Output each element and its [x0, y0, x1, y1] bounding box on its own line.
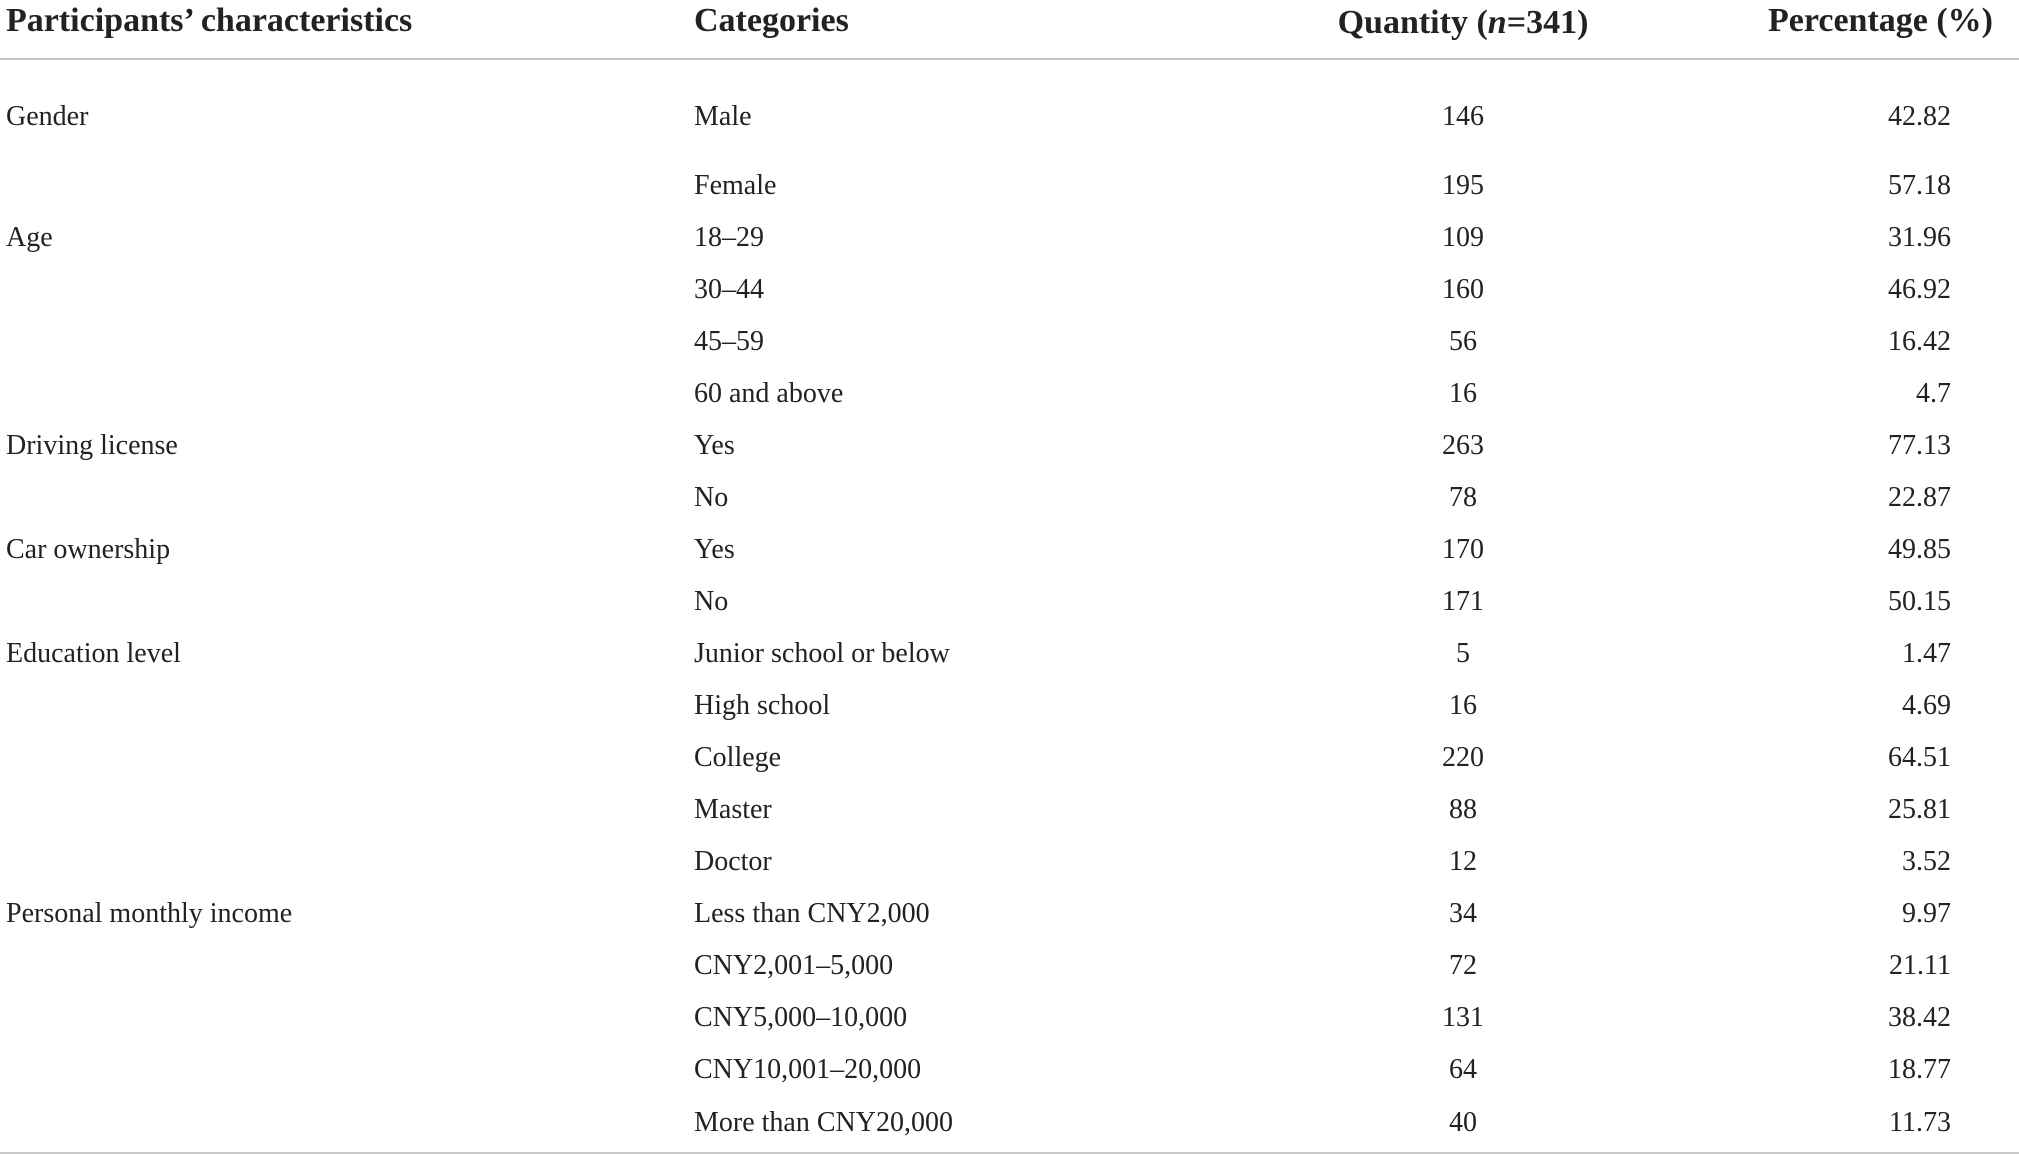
- quantity-cell: 171: [1442, 586, 1484, 617]
- table-row: [0, 576, 2019, 628]
- percentage-cell: 3.52: [1902, 846, 1951, 877]
- category-cell: College: [694, 742, 782, 773]
- percentage-cell: 31.96: [1888, 222, 1951, 253]
- category-cell: No: [694, 586, 729, 617]
- characteristic-cell: [0, 836, 694, 888]
- category-cell: No: [694, 482, 729, 513]
- quantity-cell: 12: [1449, 846, 1477, 877]
- quantity-cell: 5: [1456, 638, 1470, 669]
- percentage-cell: 4.7: [1916, 378, 1951, 409]
- header-categories: Categories: [694, 0, 1214, 59]
- percentage-cell: 11.73: [1624, 1096, 2019, 1153]
- category-cell: Yes: [694, 534, 735, 565]
- category-cell: 30–44: [694, 274, 764, 305]
- percentage-cell: 1.47: [1902, 638, 1951, 669]
- quantity-cell: 16: [1449, 690, 1477, 721]
- characteristic-cell: Personal monthly income: [6, 898, 293, 929]
- characteristic-cell: Gender: [6, 101, 89, 132]
- table-row: [0, 472, 2019, 524]
- characteristic-cell: [0, 316, 694, 368]
- category-cell: More than CNY20,000: [694, 1096, 1214, 1153]
- table-row: [0, 316, 2019, 368]
- table-row: [0, 680, 2019, 732]
- category-cell: 18–29: [694, 222, 764, 253]
- table-row: [0, 940, 2019, 992]
- table-row: [0, 784, 2019, 836]
- percentage-cell: 22.87: [1888, 482, 1951, 513]
- category-cell: Female: [694, 170, 777, 201]
- quantity-cell: 34: [1449, 898, 1477, 929]
- quantity-cell: 88: [1449, 794, 1477, 825]
- characteristic-cell: [0, 576, 694, 628]
- table-row: [0, 212, 2019, 264]
- quantity-cell: 263: [1442, 430, 1484, 461]
- percentage-cell: 25.81: [1888, 794, 1951, 825]
- characteristic-cell: [0, 940, 694, 992]
- category-cell: CNY5,000–10,000: [694, 1002, 908, 1033]
- percentage-cell: 49.85: [1888, 534, 1951, 565]
- characteristic-cell: [0, 264, 694, 316]
- characteristic-cell: [0, 472, 694, 524]
- header-quantity-n: n: [1487, 4, 1507, 41]
- quantity-cell: 146: [1442, 101, 1484, 132]
- table-row: [0, 992, 2019, 1044]
- category-cell: Less than CNY2,000: [694, 898, 930, 929]
- category-cell: 45–59: [694, 326, 764, 357]
- characteristic-cell: [0, 1096, 694, 1153]
- category-cell: Doctor: [694, 846, 772, 877]
- percentage-cell: 18.77: [1888, 1054, 1951, 1085]
- table-body: [0, 59, 2019, 1153]
- category-cell: Yes: [694, 430, 735, 461]
- characteristic-cell: [0, 680, 694, 732]
- header-quantity: [1214, 0, 1624, 59]
- quantity-cell: 170: [1442, 534, 1484, 565]
- characteristic-cell: Driving license: [6, 430, 178, 461]
- percentage-cell: 77.13: [1888, 430, 1951, 461]
- quantity-cell: 16: [1449, 378, 1477, 409]
- table-row: [0, 264, 2019, 316]
- percentage-cell: 46.92: [1888, 274, 1951, 305]
- table-row: [0, 836, 2019, 888]
- quantity-cell: 131: [1442, 1002, 1484, 1033]
- percentage-cell: 57.18: [1888, 170, 1951, 201]
- category-cell: Master: [694, 794, 772, 825]
- table-header: [0, 0, 2019, 59]
- header-row: [0, 0, 2019, 59]
- quantity-cell: 40: [1214, 1096, 1624, 1153]
- quantity-cell: 160: [1442, 274, 1484, 305]
- table-row: [0, 420, 2019, 472]
- characteristic-cell: Age: [6, 222, 53, 253]
- header-percentage: Percentage (%): [1624, 0, 2019, 59]
- header-quantity-prefix: Quantity (: [1337, 4, 1488, 41]
- characteristic-cell: [0, 732, 694, 784]
- characteristic-cell: [0, 784, 694, 836]
- table-row: [0, 59, 2019, 160]
- quantity-cell: 64: [1449, 1054, 1477, 1085]
- characteristic-cell: Car ownership: [6, 534, 171, 565]
- header-characteristics: Participants’ characteristics: [0, 0, 694, 59]
- quantity-cell: 109: [1442, 222, 1484, 253]
- percentage-cell: 50.15: [1888, 586, 1951, 617]
- category-cell: CNY10,001–20,000: [694, 1054, 922, 1085]
- category-cell: Male: [694, 101, 752, 132]
- category-cell: 60 and above: [694, 378, 844, 409]
- quantity-cell: 195: [1442, 170, 1484, 201]
- quantity-cell: 56: [1449, 326, 1477, 357]
- percentage-cell: 9.97: [1902, 898, 1951, 929]
- table-row: [0, 628, 2019, 680]
- table-row: [0, 888, 2019, 940]
- category-cell: High school: [694, 690, 831, 721]
- table-row: [0, 732, 2019, 784]
- percentage-cell: 4.69: [1902, 690, 1951, 721]
- percentage-cell: 42.82: [1888, 101, 1951, 132]
- table-row: [0, 368, 2019, 420]
- percentage-cell: 38.42: [1888, 1002, 1951, 1033]
- characteristic-cell: [0, 1044, 694, 1096]
- category-cell: CNY2,001–5,000: [694, 950, 894, 981]
- quantity-cell: 78: [1449, 482, 1477, 513]
- percentage-cell: 21.11: [1889, 950, 1951, 981]
- table-row: [0, 524, 2019, 576]
- characteristic-cell: [0, 368, 694, 420]
- characteristic-cell: Education level: [6, 638, 181, 669]
- quantity-cell: 72: [1449, 950, 1477, 981]
- table-row: [0, 160, 2019, 212]
- percentage-cell: 16.42: [1888, 326, 1951, 357]
- characteristic-cell: [0, 160, 694, 212]
- characteristic-cell: [0, 992, 694, 1044]
- header-quantity-suffix: =341): [1506, 4, 1589, 41]
- quantity-cell: 220: [1442, 742, 1484, 773]
- table-row: [0, 1096, 2019, 1153]
- category-cell: Junior school or below: [694, 638, 950, 669]
- percentage-cell: 64.51: [1888, 742, 1951, 773]
- table-row: [0, 1044, 2019, 1096]
